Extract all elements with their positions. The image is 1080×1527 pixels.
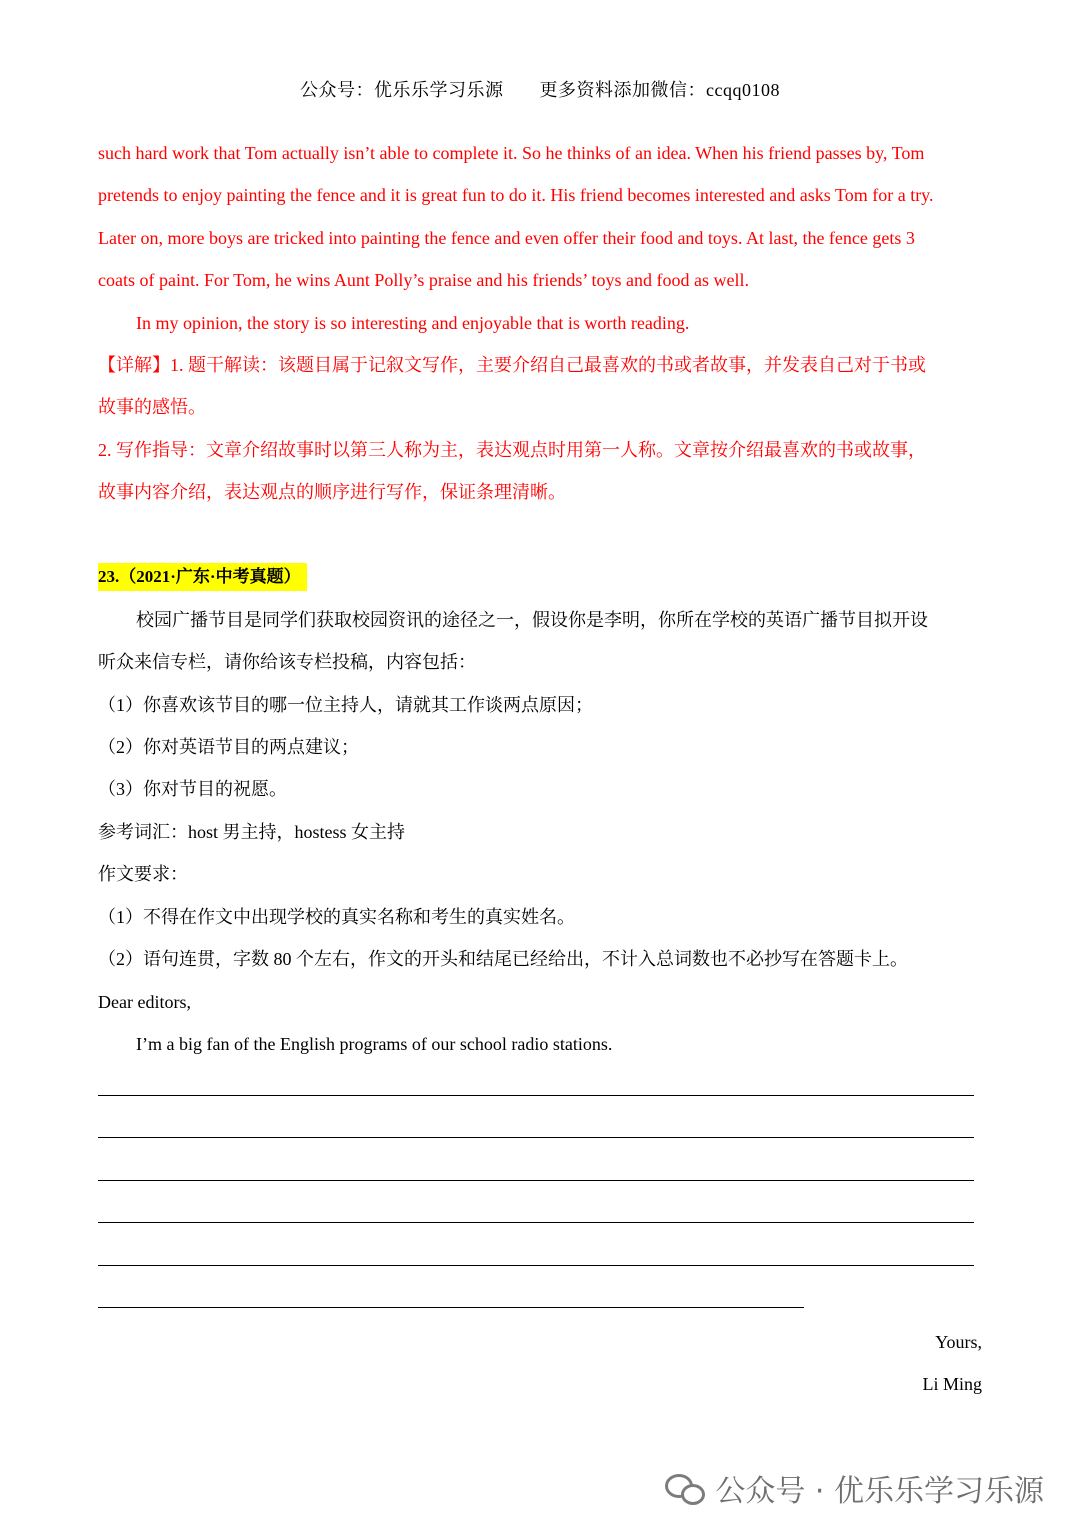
answer-blank-line (98, 1222, 974, 1223)
answer-blank-line (98, 1265, 974, 1266)
explain-line: 故事的感悟。 (98, 397, 206, 417)
answer-line: pretends to enjoy painting the fence and it is great fun to do it. His friend becomes interested and asks Tom for a try. (98, 185, 934, 205)
header-wechat: 更多资料添加微信：ccqq0108 (539, 80, 780, 100)
answer-blank-line (98, 1137, 974, 1138)
letter-opening: I’m a big fan of the English programs of our school radio stations. (136, 1034, 613, 1054)
requirements-label: 作文要求： (98, 864, 188, 884)
watermark (665, 1466, 1044, 1510)
question-intro: 校园广播节目是同学们获取校园资讯的途径之一，假设你是李明，你所在学校的英语广播节目拟开设 (136, 610, 928, 630)
letter-closing: Yours, (935, 1332, 982, 1352)
letter-signature: Li Ming (922, 1374, 982, 1394)
requirement-item: （2）语句连贯，字数 80 个左右，作文的开头和结尾已经给出，不计入总词数也不必抄写在答题卡上。 (98, 949, 908, 969)
question-point: （2）你对英语节目的两点建议； (98, 737, 359, 757)
answer-blank-line (98, 1180, 974, 1181)
answer-line: such hard work that Tom actually isn’t able to complete it. So he thinks of an idea. When his friend passes by, Tom (98, 143, 925, 163)
wechat-icon (665, 1472, 705, 1504)
explain-line: 故事内容介绍，表达观点的顺序进行写作，保证条理清晰。 (98, 482, 566, 502)
question-point: （3）你对节目的祝愿。 (98, 779, 287, 799)
answer-line: Later on, more boys are tricked into painting the fence and even offer their food and toys. At last, the fence gets 3 (98, 228, 915, 248)
question-point: （1）你喜欢该节目的哪一位主持人，请就其工作谈两点原因； (98, 695, 593, 715)
vocab-line: 参考词汇：host 男主持，hostess 女主持 (98, 822, 406, 842)
page-header (0, 76, 1080, 102)
question-intro: 听众来信专栏，请你给该专栏投稿，内容包括： (98, 652, 476, 672)
explain-line: 2. 写作指导：文章介绍故事时以第三人称为主，表达观点时用第一人称。文章按介绍最喜欢的书或故事， (98, 440, 926, 460)
question-heading: 23.（2021·广东·中考真题） (98, 563, 307, 591)
answer-line: coats of paint. For Tom, he wins Aunt Polly’s praise and his friends’ toys and food as well. (98, 270, 749, 290)
header-account: 公众号：优乐乐学习乐源 (300, 80, 504, 100)
watermark-text: 公众号 · 优乐乐学习乐源 (715, 1474, 1044, 1509)
letter-greeting: Dear editors, (98, 992, 191, 1012)
answer-blank-line (98, 1307, 804, 1308)
answer-blank-line (98, 1095, 974, 1096)
explain-line: 【详解】1. 题干解读：该题目属于记叙文写作，主要介绍自己最喜欢的书或者故事，并发表自己对于书或 (98, 355, 926, 375)
requirement-item: （1）不得在作文中出现学校的真实名称和考生的真实姓名。 (98, 907, 575, 927)
opinion-line: In my opinion, the story is so interesting and enjoyable that is worth reading. (136, 313, 690, 333)
